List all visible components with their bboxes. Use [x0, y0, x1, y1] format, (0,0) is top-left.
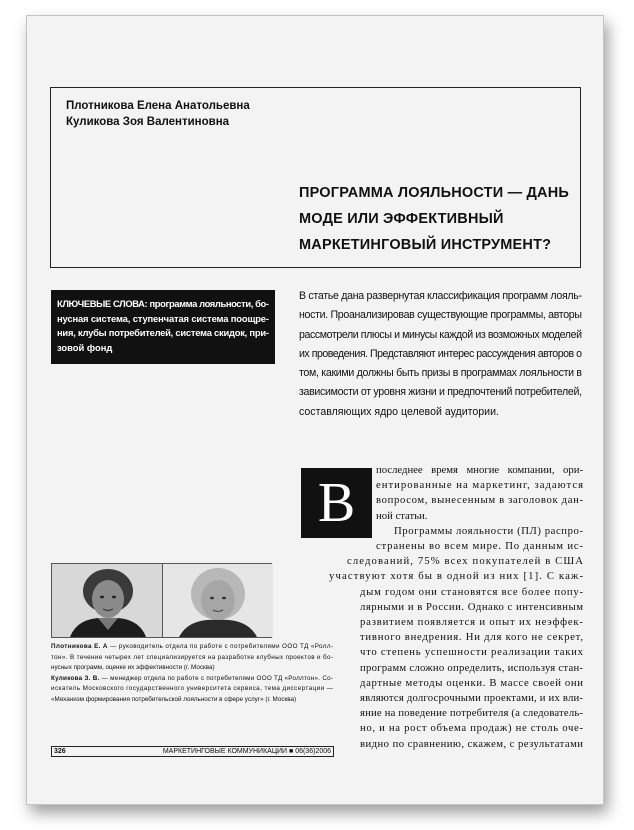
body-text [300, 463, 583, 752]
bio-text: нусных программ, оценке их эффективности (г. Москва) [51, 664, 215, 672]
drop-cap: В [301, 468, 372, 538]
page-number: 326 [54, 748, 66, 755]
abstract-line: том, какими должны быть призы в программах лояльности в [299, 367, 582, 380]
abstract-line: их проведения. Представляют интерес рассуждения авторов о [299, 347, 582, 360]
body-line: программ сложно определить, используя стан- [360, 661, 584, 674]
body-line: видно по сравнению, скажем, с результатами [360, 737, 584, 750]
author-photos [51, 563, 272, 638]
page-footer [51, 746, 334, 758]
bio-line [51, 663, 334, 674]
body-line: вопросом, вынесенным в заголовок дан- [376, 494, 584, 507]
title-line: ПРОГРАММА ЛОЯЛЬНОСТИ — ДАНЬ [299, 185, 569, 201]
abstract [299, 287, 582, 422]
keywords-box [51, 290, 275, 364]
body-line: Программы лояльности (ПЛ) распро- [394, 524, 584, 537]
bio-text: «Механизм формирования потребительской лояльности в сфере услуг» (г. Москва) [51, 695, 297, 703]
abstract-line: рассмотрели плюсы и минусы каждой из возможных моделей [299, 328, 582, 341]
abstract-line: составляющих ядро целевой аудитории. [299, 405, 499, 418]
body-line: ной статьи. [376, 509, 428, 522]
body-line: дартные методы оценки. В массе своей они [360, 676, 584, 689]
bio-author-name: Куликова З. В. [51, 674, 100, 682]
abstract-line: ности. Проанализировав существующие программы, авторы [299, 309, 582, 322]
abstract-line: зависимости от уровня жизни и предпочтений потребителей, [299, 386, 582, 399]
author-bios [51, 642, 334, 706]
bio-text: тон». В течение четырех лет специализируется на разработке клубных проектов и бо- [51, 653, 334, 661]
keywords-line: зовой фонд [57, 341, 113, 353]
bio-line [51, 653, 334, 664]
body-line: яние на поведение потребителя (а следователь- [360, 707, 584, 720]
bio-line [51, 674, 334, 685]
bio-line [51, 684, 334, 695]
bio-text: — руководитель отдела по работе с потребителями ООО ТД «Ролл- [107, 643, 334, 650]
body-line: участвуют хотя бы в одной из них [1]. С каж- [329, 570, 585, 583]
author-name: Плотникова Елена Анатольевна [66, 100, 250, 112]
bio-author-name: Плотникова Е. А [51, 643, 108, 650]
author-photo-kulikova [163, 564, 273, 637]
bio-line [51, 642, 334, 653]
body-line: следований, 75% всех покупателей в США [347, 555, 585, 568]
bio-text: — менеджер отдела по работе с потребителями ООО ТД «Роллтон». Со- [99, 674, 334, 682]
title-line: МОДЕ ИЛИ ЭФФЕКТИВНЫЙ [299, 211, 504, 227]
body-line: но, и на рост объема продаж) не столь оче- [360, 722, 584, 735]
article-title [299, 180, 574, 258]
body-line: дым годом они становятся все более попу- [360, 585, 584, 598]
body-line: что степень успешности реализации таких [360, 646, 584, 659]
body-line: развитием появляется и опыт их неэффек- [360, 616, 584, 629]
bio-line [51, 695, 334, 706]
body-line: являются долгосрочными проектами, и их вли- [360, 692, 584, 705]
author-name: Куликова Зоя Валентиновна [66, 116, 230, 128]
body-line: ентированные на маркетинг, задаются [376, 479, 584, 492]
body-line: странены во всем мире. По данным ис- [376, 540, 584, 553]
keywords-line: КЛЮЧЕВЫЕ СЛОВА: программа лояльности, бо- [57, 298, 269, 309]
bio-text: искатель Московского государственного университета сервиса, тема диссертации — [51, 685, 334, 693]
title-line: МАРКЕТИНГОВЫЙ ИНСТРУМЕНТ? [299, 237, 552, 253]
author-names [66, 98, 250, 130]
author-photo-plotnikova [52, 564, 162, 637]
keywords-line: ния, клубы потребителей, система скидок, при- [57, 327, 269, 338]
keywords-line: нусная система, ступенчатая система поощре- [57, 312, 269, 324]
body-line: тивного внедрения. Ни для кого не секрет, [360, 631, 584, 644]
journal-name: МАРКЕТИНГОВЫЕ КОММУНИКАЦИИ ■ 06(36)2006 [162, 748, 331, 755]
body-line: последнее время многие компании, ори- [376, 464, 583, 476]
abstract-line: В статье дана развернутая классификация программ лояль- [299, 290, 582, 302]
body-line: лярными и в России. Однако с интенсивным [360, 600, 584, 613]
